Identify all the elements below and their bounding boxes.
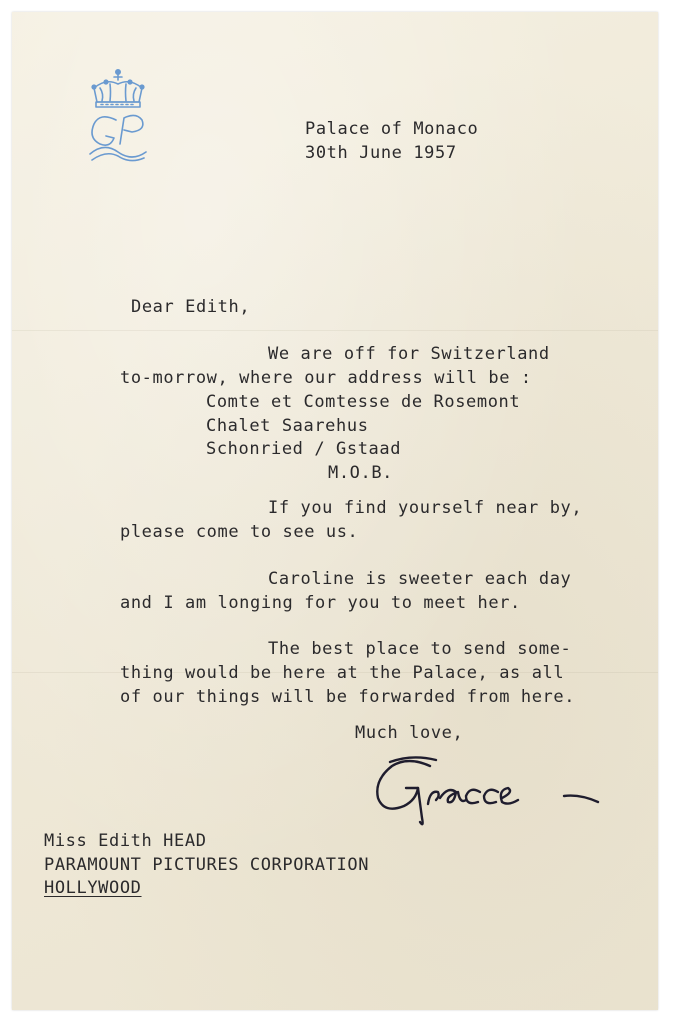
address-line2: Chalet Saarehus	[206, 416, 369, 436]
paragraph2-line2: please come to see us.	[120, 522, 359, 542]
closing: Much love,	[355, 723, 464, 743]
place-line: Palace of Monaco	[305, 119, 479, 139]
paragraph3-line2: and I am longing for you to meet her.	[120, 593, 521, 613]
paragraph1-line1: We are off for Switzerland	[268, 344, 550, 364]
paragraph1-line2: to-morrow, where our address will be :	[120, 368, 532, 388]
paper-crease	[12, 330, 658, 331]
address-line3: Schonried / Gstaad	[206, 439, 402, 459]
recipient-name: Miss Edith HEAD	[44, 831, 207, 851]
address-line1: Comte et Comtesse de Rosemont	[206, 392, 521, 412]
paragraph4-line2: thing would be here at the Palace, as all	[120, 663, 565, 683]
paragraph3-line1: Caroline is sweeter each day	[268, 569, 572, 589]
signature-image	[368, 752, 608, 832]
paragraph4-line1: The best place to send some-	[268, 639, 572, 659]
crown-monogram-icon	[80, 68, 156, 168]
address-line4: M.O.B.	[328, 463, 394, 483]
date-line: 30th June 1957	[305, 143, 457, 163]
paragraph2-line1: If you find yourself near by,	[268, 498, 583, 518]
paragraph4-line3: of our things will be forwarded from here.	[120, 687, 576, 707]
recipient-company: PARAMOUNT PICTURES CORPORATION	[44, 855, 370, 875]
letter-page	[12, 12, 658, 1010]
recipient-city: HOLLYWOOD	[44, 878, 142, 898]
salutation: Dear Edith,	[131, 297, 251, 317]
